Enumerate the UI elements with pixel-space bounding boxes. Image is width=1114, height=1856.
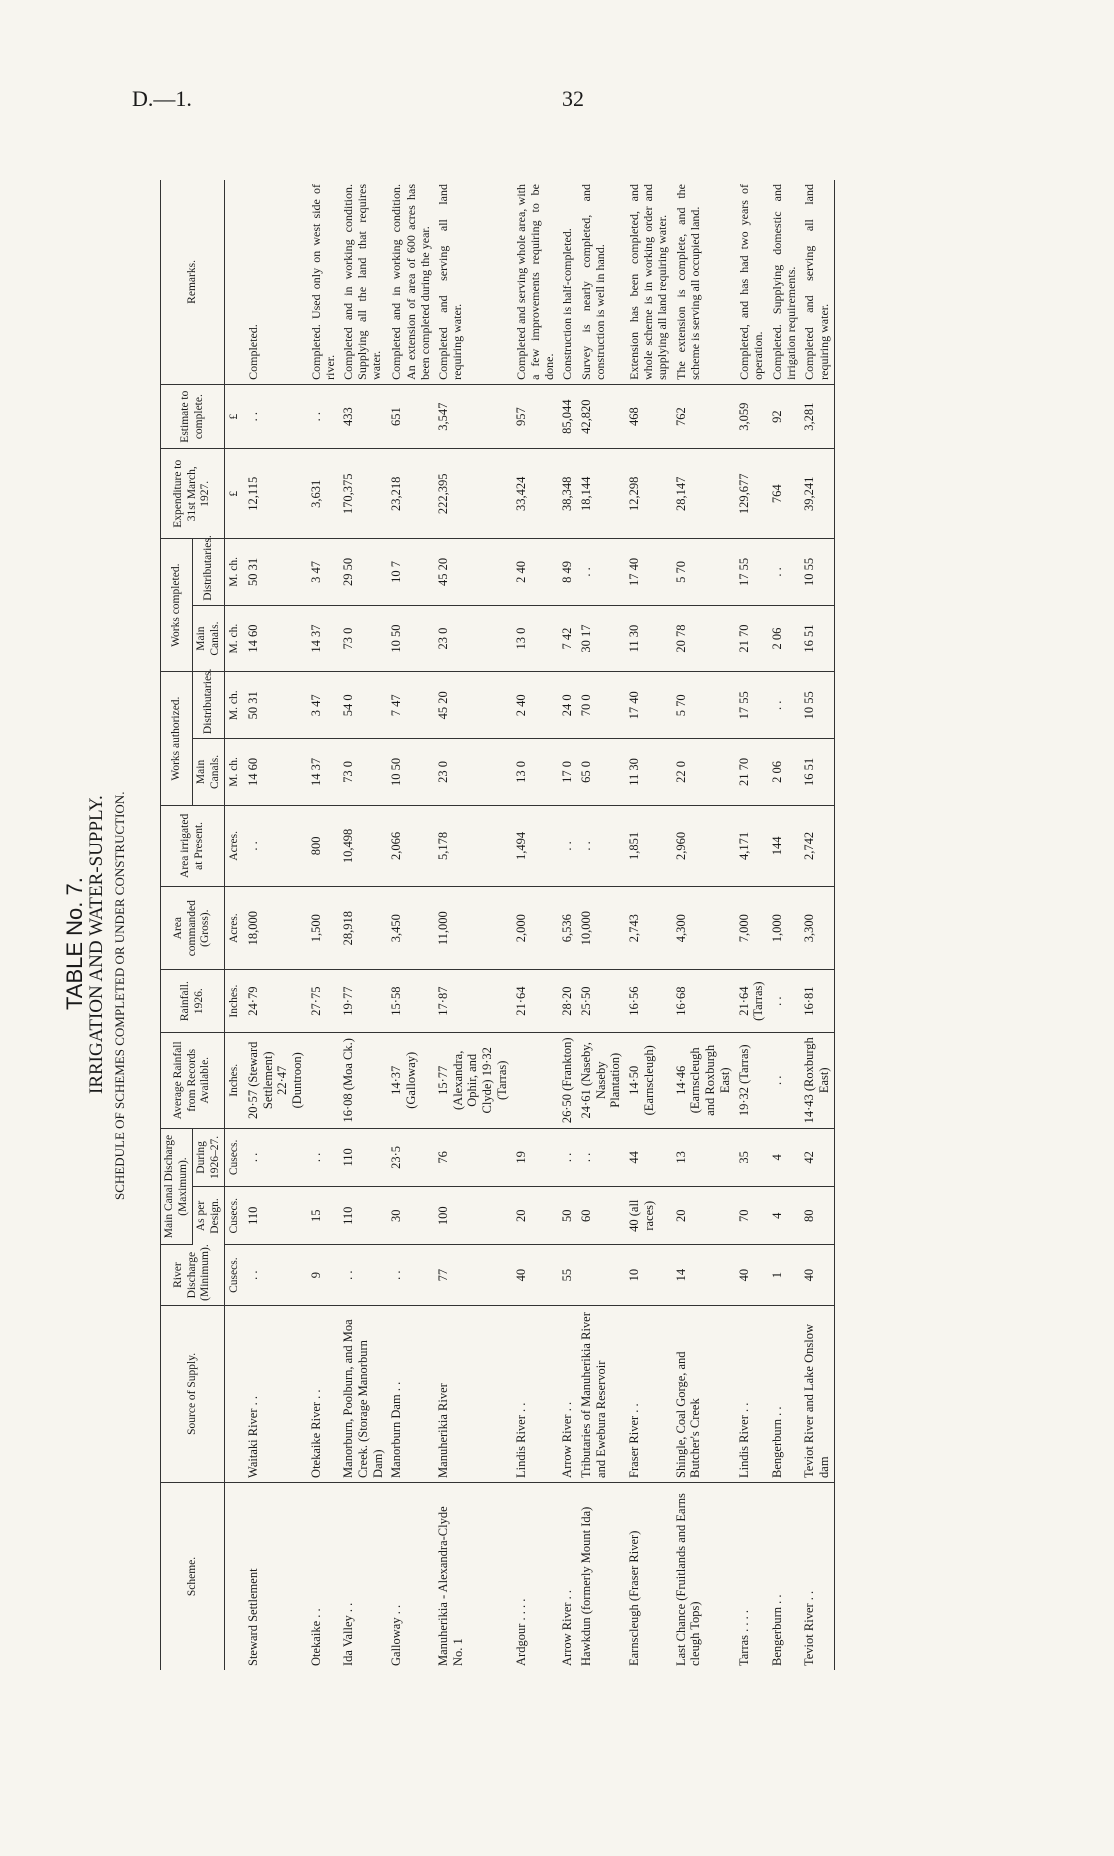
area-commanded-cell: 1,500 xyxy=(307,887,339,970)
auth-distributary-cell: . . xyxy=(768,672,800,739)
expenditure-cell: 764 xyxy=(768,449,800,539)
table-row xyxy=(672,180,735,1670)
river-discharge-cell: 9 xyxy=(307,1245,339,1305)
auth-distributary-cell: 50 31 xyxy=(244,672,307,739)
area-irrigated-cell: 2,742 xyxy=(800,805,834,886)
table-number: TABLE No. 7. xyxy=(62,877,87,1010)
average-rainfall-cell: 16·08 (Moa Ck.) xyxy=(339,1032,387,1128)
comp-main-canal-cell: 14 37 xyxy=(307,605,339,672)
area-irrigated-cell: 4,171 xyxy=(735,805,769,886)
comp-main-canal-cell: 21 70 xyxy=(735,605,769,672)
rainfall-1926-cell: 17·87 xyxy=(434,970,512,1033)
remarks-cell: Completed. Supplying domestic and irrigation requirements. xyxy=(768,180,800,384)
table-row xyxy=(558,180,577,1670)
area-commanded-cell: 6,536 xyxy=(558,887,577,970)
area-irrigated-cell: 2,960 xyxy=(672,805,735,886)
header-during: During 1926–27. xyxy=(193,1128,225,1186)
rainfall-1926-cell: 15·58 xyxy=(387,970,433,1033)
expenditure-cell: 33,424 xyxy=(512,449,558,539)
rainfall-1926-cell: 19·77 xyxy=(339,970,387,1033)
rainfall-1926-cell: 27·75 xyxy=(307,970,339,1033)
table-row xyxy=(768,180,800,1670)
auth-main-canal-cell: 11 30 xyxy=(625,739,671,806)
average-rainfall-cell: 14·46 (Earnscleugh and Roxburgh East) xyxy=(672,1032,735,1128)
header-average-rainfall: Average Rainfall from Records Available. xyxy=(161,1032,225,1128)
area-irrigated-cell: . . xyxy=(558,805,577,886)
estimate-cell: . . xyxy=(307,384,339,449)
remarks-cell: Completed and serving all land requiring water. xyxy=(434,180,512,384)
comp-main-canal-cell: 73 0 xyxy=(339,605,387,672)
scheme-cell: Galloway . . xyxy=(389,1604,404,1666)
scheme-cell: Bengerburn . . xyxy=(770,1594,785,1666)
during-discharge-cell: 76 xyxy=(434,1128,512,1186)
estimate-cell: 3,547 xyxy=(434,384,512,449)
scheme-cell: Earnscleugh (Fraser River) xyxy=(627,1530,642,1666)
rainfall-1926-cell: 21·64 (Tarras) xyxy=(735,970,769,1033)
remarks-cell: Survey is nearly completed, and construction is well in hand. xyxy=(577,180,625,384)
unit-cell xyxy=(225,1305,244,1482)
header-main-canal-discharge: Main Canal Discharge (Maximum). xyxy=(161,1128,193,1245)
expenditure-cell: 170,375 xyxy=(339,449,387,539)
auth-distributary-cell: 17 40 xyxy=(625,672,671,739)
comp-main-canal-cell: 16 51 xyxy=(800,605,834,672)
river-discharge-cell: . . xyxy=(339,1245,387,1305)
header-area-irrigated: Area irrigated at Present. xyxy=(161,805,225,886)
unit-cell xyxy=(225,180,244,384)
table-row xyxy=(625,180,671,1670)
rainfall-1926-cell: 16·56 xyxy=(625,970,671,1033)
estimate-cell: 762 xyxy=(672,384,735,449)
table-row xyxy=(577,180,625,1670)
page-number: 32 xyxy=(562,86,584,111)
remarks-cell: Completed and serving whole area, with a few improvements requiring to be done. xyxy=(512,180,558,384)
unit-cell: Acres. xyxy=(225,887,244,970)
scheme-cell: Last Chance (Fruitlands and Earns cleugh Tops) xyxy=(673,1493,703,1666)
header-expenditure: Expenditure to 31st March, 1927. xyxy=(161,449,225,539)
comp-distributary-cell: 50 31 xyxy=(244,539,307,606)
table-row xyxy=(339,180,387,1670)
source-cell: Fraser River . . xyxy=(625,1305,671,1482)
auth-distributary-cell: 17 55 xyxy=(735,672,769,739)
unit-cell: Cusecs. xyxy=(225,1187,244,1245)
comp-distributary-cell: 17 55 xyxy=(735,539,769,606)
scheme-cell: Ardgour . . . . xyxy=(513,1598,528,1666)
average-rainfall-cell xyxy=(307,1032,339,1128)
table-row xyxy=(800,180,834,1670)
header-area-commanded: Area commanded (Gross). xyxy=(161,887,225,970)
area-commanded-cell: 2,000 xyxy=(512,887,558,970)
table-row xyxy=(512,180,558,1670)
during-discharge-cell: 13 xyxy=(672,1128,735,1186)
units-row xyxy=(225,180,244,1670)
design-discharge-cell: 70 xyxy=(735,1187,769,1245)
remarks-cell: Completed. Used only on west side of river. xyxy=(307,180,339,384)
source-cell: Bengerburn . . xyxy=(768,1305,800,1482)
scheme-cell: Teviot River . . xyxy=(800,1482,834,1670)
scheme-cell: Ida Valley . . xyxy=(341,1602,356,1666)
header-source: Source of Supply. xyxy=(161,1305,225,1482)
remarks-cell: Construction is half-completed. xyxy=(558,180,577,384)
auth-distributary-cell: 54 0 xyxy=(339,672,387,739)
header-rainfall-1926: Rainfall. 1926. xyxy=(161,970,225,1033)
during-discharge-cell: . . xyxy=(577,1128,625,1186)
scheme-cell: Manuherikia - Alexandra-Clyde No. 1 xyxy=(435,1506,465,1666)
river-discharge-cell: . . xyxy=(387,1245,433,1305)
table-title: IRRIGATION AND WATER-SUPPLY. xyxy=(86,795,107,1094)
source-cell: Lindis River . . xyxy=(512,1305,558,1482)
table-subtitle: SCHEDULE OF SCHEMES COMPLETED OR UNDER CONSTRUCTION. xyxy=(112,791,127,1200)
comp-distributary-cell: 10 7 xyxy=(387,539,433,606)
remarks-cell: Completed and in working condition. Supplying all the land that requires water. xyxy=(339,180,387,384)
comp-distributary-cell: 5 70 xyxy=(672,539,735,606)
auth-main-canal-cell: 17 0 xyxy=(558,739,577,806)
unit-cell xyxy=(225,1482,244,1670)
header-comp-distributaries: Distributaries. xyxy=(193,539,225,606)
unit-cell: Inches. xyxy=(225,970,244,1033)
table-row xyxy=(387,180,433,1670)
comp-distributary-cell: 45 20 xyxy=(434,539,512,606)
estimate-cell: 3,281 xyxy=(800,384,834,449)
rainfall-1926-cell: 21·64 xyxy=(512,970,558,1033)
during-discharge-cell: 110 xyxy=(339,1128,387,1186)
area-irrigated-cell: 2,066 xyxy=(387,805,433,886)
table-row xyxy=(244,180,307,1670)
river-discharge-cell xyxy=(577,1245,625,1305)
expenditure-cell: 23,218 xyxy=(387,449,433,539)
during-discharge-cell: . . xyxy=(244,1128,307,1186)
area-irrigated-cell: 144 xyxy=(768,805,800,886)
area-irrigated-cell: 10,498 xyxy=(339,805,387,886)
area-commanded-cell: 2,743 xyxy=(625,887,671,970)
scheme-cell: Hawkdun (formerly Mount Ida) xyxy=(578,1506,593,1666)
table-row xyxy=(735,180,769,1670)
source-cell: Manorburn, Poolburn, and Moa Creek. (Storage Manorburn Dam) xyxy=(339,1305,387,1482)
unit-cell: Acres. xyxy=(225,805,244,886)
design-discharge-cell: 15 xyxy=(307,1187,339,1245)
during-discharge-cell: . . xyxy=(307,1128,339,1186)
header-works-completed: Works completed. xyxy=(161,539,193,672)
estimate-cell: 42,820 xyxy=(577,384,625,449)
during-discharge-cell: 19 xyxy=(512,1128,558,1186)
unit-cell: Cusecs. xyxy=(225,1128,244,1186)
auth-distributary-cell: 5 70 xyxy=(672,672,735,739)
page-reference: D.—1. xyxy=(132,86,192,111)
expenditure-cell: 222,395 xyxy=(434,449,512,539)
scheme-cell: Arrow River . . xyxy=(560,1589,575,1666)
auth-distributary-cell: 70 0 xyxy=(577,672,625,739)
design-discharge-cell: 110 xyxy=(339,1187,387,1245)
during-discharge-cell: 35 xyxy=(735,1128,769,1186)
scheme-cell: Tarras . . . . xyxy=(736,1609,751,1666)
comp-main-canal-cell: 30 17 xyxy=(577,605,625,672)
area-commanded-cell: 1,000 xyxy=(768,887,800,970)
expenditure-cell: 39,241 xyxy=(800,449,834,539)
comp-main-canal-cell: 14 60 xyxy=(244,605,307,672)
header-estimate: Estimate to complete. xyxy=(161,384,225,449)
source-cell: Tributaries of Manuherikia River and Ewebura Reservoir xyxy=(577,1305,625,1482)
river-discharge-cell: 55 xyxy=(558,1245,577,1305)
design-discharge-cell: 50 xyxy=(558,1187,577,1245)
table-body xyxy=(225,180,835,1670)
comp-main-canal-cell: 7 42 xyxy=(558,605,577,672)
header-auth-distributaries: Distributaries. xyxy=(193,672,225,739)
source-cell: Lindis River . . xyxy=(735,1305,769,1482)
area-commanded-cell: 4,300 xyxy=(672,887,735,970)
comp-main-canal-cell: 13 0 xyxy=(512,605,558,672)
auth-distributary-cell: 3 47 xyxy=(307,672,339,739)
river-discharge-cell: 77 xyxy=(434,1245,512,1305)
header-as-per-design: As per Design. xyxy=(193,1187,225,1245)
average-rainfall-cell: 19·32 (Tarras) xyxy=(735,1032,769,1128)
expenditure-cell: 18,144 xyxy=(577,449,625,539)
comp-main-canal-cell: 23 0 xyxy=(434,605,512,672)
auth-main-canal-cell: 73 0 xyxy=(339,739,387,806)
average-rainfall-cell: 14·50 (Earnscleugh) xyxy=(625,1032,671,1128)
area-irrigated-cell: 5,178 xyxy=(434,805,512,886)
design-discharge-cell: 100 xyxy=(434,1187,512,1245)
header-works-authorized: Works authorized. xyxy=(161,672,193,805)
remarks-cell: Completed, and has had two years of operation. xyxy=(735,180,769,384)
source-cell: Otekaike River . . xyxy=(307,1305,339,1482)
header-remarks: Remarks. xyxy=(161,180,225,384)
auth-distributary-cell: 10 55 xyxy=(800,672,834,739)
comp-distributary-cell: 2 40 xyxy=(512,539,558,606)
unit-cell: M. ch. xyxy=(225,605,244,672)
area-commanded-cell: 11,000 xyxy=(434,887,512,970)
source-cell: Arrow River . . xyxy=(558,1305,577,1482)
comp-main-canal-cell: 11 30 xyxy=(625,605,671,672)
source-cell: Waitaki River . . xyxy=(244,1305,307,1482)
header-scheme: Scheme. xyxy=(161,1482,225,1670)
average-rainfall-cell: 15·77 (Alexandra, Ophir, and Clyde) 19·32 (Tarras) xyxy=(434,1032,512,1128)
design-discharge-cell: 20 xyxy=(512,1187,558,1245)
remarks-cell: Extension has been completed, and whole scheme is in working order and supplying all land requiring water. xyxy=(625,180,671,384)
river-discharge-cell: 14 xyxy=(672,1245,735,1305)
comp-main-canal-cell: 20 78 xyxy=(672,605,735,672)
estimate-cell: 433 xyxy=(339,384,387,449)
rainfall-1926-cell: 28·20 xyxy=(558,970,577,1033)
area-commanded-cell: 28,918 xyxy=(339,887,387,970)
area-commanded-cell: 3,450 xyxy=(387,887,433,970)
source-cell: Manuherikia River xyxy=(434,1305,512,1482)
auth-main-canal-cell: 10 50 xyxy=(387,739,433,806)
auth-main-canal-cell: 21 70 xyxy=(735,739,769,806)
design-discharge-cell: 30 xyxy=(387,1187,433,1245)
area-commanded-cell: 3,300 xyxy=(800,887,834,970)
river-discharge-cell: 40 xyxy=(735,1245,769,1305)
header-comp-main-canals: Main Canals. xyxy=(193,605,225,672)
average-rainfall-cell: 26·50 (Frankton) xyxy=(558,1032,577,1128)
river-discharge-cell: 1 xyxy=(768,1245,800,1305)
table-row xyxy=(434,180,512,1670)
auth-distributary-cell: 45 20 xyxy=(434,672,512,739)
header-auth-main-canals: Main Canals. xyxy=(193,739,225,806)
comp-distributary-cell: 8 49 xyxy=(558,539,577,606)
average-rainfall-cell: 24·61 (Naseby, Naseby Plantation) xyxy=(577,1032,625,1128)
auth-main-canal-cell: 23 0 xyxy=(434,739,512,806)
comp-main-canal-cell: 10 50 xyxy=(387,605,433,672)
auth-distributary-cell: 7 47 xyxy=(387,672,433,739)
estimate-cell: . . xyxy=(244,384,307,449)
rainfall-1926-cell: 24·79 xyxy=(244,970,307,1033)
area-commanded-cell: 10,000 xyxy=(577,887,625,970)
comp-distributary-cell: . . xyxy=(577,539,625,606)
unit-cell: M. ch. xyxy=(225,739,244,806)
river-discharge-cell: 10 xyxy=(625,1245,671,1305)
design-discharge-cell: 110 xyxy=(244,1187,307,1245)
area-irrigated-cell: 1,851 xyxy=(625,805,671,886)
remarks-cell: Completed and serving all land requiring water. xyxy=(800,180,834,384)
estimate-cell: 957 xyxy=(512,384,558,449)
rainfall-1926-cell: . . xyxy=(768,970,800,1033)
expenditure-cell: 129,677 xyxy=(735,449,769,539)
schedule-table-container xyxy=(160,180,1064,1670)
during-discharge-cell: 4 xyxy=(768,1128,800,1186)
estimate-cell: 651 xyxy=(387,384,433,449)
auth-main-canal-cell: 2 06 xyxy=(768,739,800,806)
area-irrigated-cell: 1,494 xyxy=(512,805,558,886)
during-discharge-cell: 23·5 xyxy=(387,1128,433,1186)
unit-cell: Inches. xyxy=(225,1032,244,1128)
remarks-cell: The extension is complete, and the scheme is serving all occupied land. xyxy=(672,180,735,384)
river-discharge-cell: 40 xyxy=(800,1245,834,1305)
design-discharge-cell: 40 (all races) xyxy=(625,1187,671,1245)
table-row xyxy=(307,180,339,1670)
schedule-table xyxy=(160,180,835,1670)
comp-distributary-cell: . . xyxy=(768,539,800,606)
header-river-discharge: River Discharge (Minimum). xyxy=(161,1245,225,1305)
design-discharge-cell: 60 xyxy=(577,1187,625,1245)
during-discharge-cell: 44 xyxy=(625,1128,671,1186)
source-cell: Manorburn Dam . . xyxy=(387,1305,433,1482)
scheme-cell: Otekaike . . xyxy=(308,1608,323,1666)
estimate-cell: 468 xyxy=(625,384,671,449)
comp-distributary-cell: 10 55 xyxy=(800,539,834,606)
unit-cell: M. ch. xyxy=(225,539,244,606)
estimate-cell: 85,044 xyxy=(558,384,577,449)
expenditure-cell: 28,147 xyxy=(672,449,735,539)
unit-cell: Cusecs. xyxy=(225,1245,244,1305)
average-rainfall-cell: 20·57 (Steward Settlement) 22·47 (Duntroon) xyxy=(244,1032,307,1128)
estimate-cell: 3,059 xyxy=(735,384,769,449)
auth-main-canal-cell: 14 37 xyxy=(307,739,339,806)
source-cell: Shingle, Coal Gorge, and Butcher's Creek xyxy=(672,1305,735,1482)
area-irrigated-cell: 800 xyxy=(307,805,339,886)
comp-distributary-cell: 29 50 xyxy=(339,539,387,606)
comp-distributary-cell: 17 40 xyxy=(625,539,671,606)
design-discharge-cell: 4 xyxy=(768,1187,800,1245)
area-irrigated-cell: . . xyxy=(244,805,307,886)
average-rainfall-cell: 14·37 (Galloway) xyxy=(387,1032,433,1128)
average-rainfall-cell: 14·43 (Roxburgh East) xyxy=(800,1032,834,1128)
auth-main-canal-cell: 13 0 xyxy=(512,739,558,806)
remarks-cell: Completed and in working condition. An extension of area of 600 acres has been completed during the year. xyxy=(387,180,433,384)
auth-distributary-cell: 2 40 xyxy=(512,672,558,739)
unit-cell: £ xyxy=(225,384,244,449)
estimate-cell: 92 xyxy=(768,384,800,449)
auth-main-canal-cell: 16 51 xyxy=(800,739,834,806)
unit-cell: £ xyxy=(225,449,244,539)
river-discharge-cell: 40 xyxy=(512,1245,558,1305)
rainfall-1926-cell: 16·68 xyxy=(672,970,735,1033)
area-irrigated-cell: . . xyxy=(577,805,625,886)
expenditure-cell: 12,115 xyxy=(244,449,307,539)
expenditure-cell: 12,298 xyxy=(625,449,671,539)
comp-distributary-cell: 3 47 xyxy=(307,539,339,606)
average-rainfall-cell: . . xyxy=(768,1032,800,1128)
auth-main-canal-cell: 22 0 xyxy=(672,739,735,806)
auth-main-canal-cell: 14 60 xyxy=(244,739,307,806)
rainfall-1926-cell: 25·50 xyxy=(577,970,625,1033)
during-discharge-cell: . . xyxy=(558,1128,577,1186)
design-discharge-cell: 20 xyxy=(672,1187,735,1245)
design-discharge-cell: 80 xyxy=(800,1187,834,1245)
remarks-cell: Completed. xyxy=(244,180,307,384)
rainfall-1926-cell: 16·81 xyxy=(800,970,834,1033)
auth-main-canal-cell: 65 0 xyxy=(577,739,625,806)
river-discharge-cell: . . xyxy=(244,1245,307,1305)
during-discharge-cell: 42 xyxy=(800,1128,834,1186)
comp-main-canal-cell: 2 06 xyxy=(768,605,800,672)
area-commanded-cell: 18,000 xyxy=(244,887,307,970)
area-commanded-cell: 7,000 xyxy=(735,887,769,970)
source-cell: Teviot River and Lake Onslow dam xyxy=(800,1305,834,1482)
unit-cell: M. ch. xyxy=(225,672,244,739)
average-rainfall-cell xyxy=(512,1032,558,1128)
auth-distributary-cell: 24 0 xyxy=(558,672,577,739)
expenditure-cell: 3,631 xyxy=(307,449,339,539)
scheme-cell: Steward Settlement xyxy=(245,1568,260,1666)
expenditure-cell: 38,348 xyxy=(558,449,577,539)
